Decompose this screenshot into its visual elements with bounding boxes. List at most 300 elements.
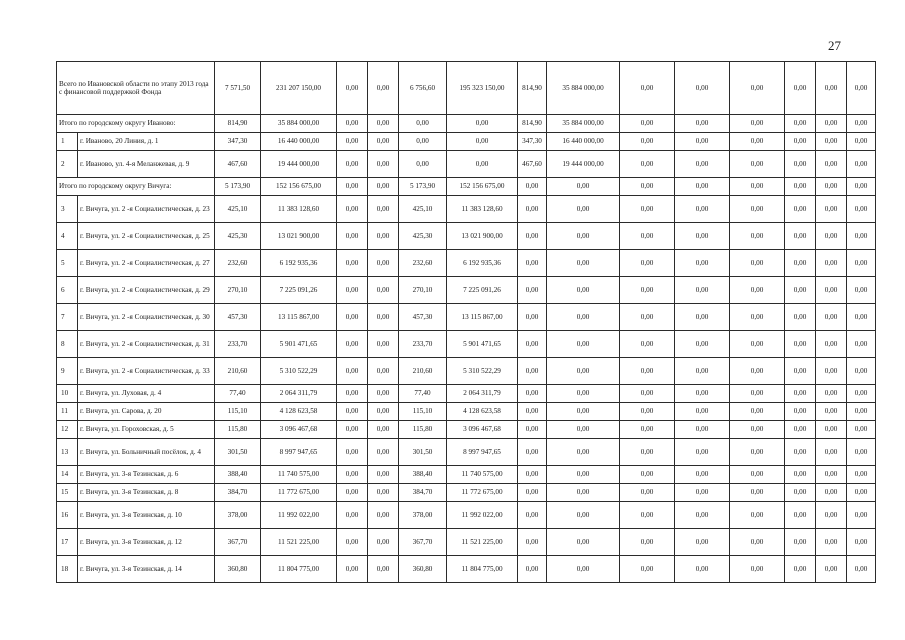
value-cell: 0,00 — [675, 196, 730, 223]
value-cell: 0,00 — [785, 133, 816, 151]
table-row — [57, 439, 876, 466]
value-cell: 0,00 — [816, 403, 847, 421]
address-cell: г. Вичуга, ул. 2 -я Социалистическая, д. 25 — [78, 223, 215, 250]
value-cell: 388,40 — [399, 466, 447, 484]
value-cell: 425,30 — [399, 223, 447, 250]
value-cell: 0,00 — [675, 403, 730, 421]
value-cell: 0,00 — [620, 484, 675, 502]
value-cell: 0,00 — [730, 466, 785, 484]
value-cell: 0,00 — [337, 484, 368, 502]
value-cell: 0,00 — [547, 484, 620, 502]
value-cell: 0,00 — [620, 115, 675, 133]
value-cell: 0,00 — [518, 331, 547, 358]
value-cell: 0,00 — [547, 358, 620, 385]
value-cell: 0,00 — [847, 556, 876, 583]
value-cell: 0,00 — [518, 178, 547, 196]
value-cell: 0,00 — [620, 403, 675, 421]
value-cell: 0,00 — [816, 277, 847, 304]
value-cell: 0,00 — [730, 502, 785, 529]
value-cell: 0,00 — [730, 331, 785, 358]
value-cell: 0,00 — [675, 421, 730, 439]
value-cell: 0,00 — [816, 223, 847, 250]
value-cell: 0,00 — [816, 250, 847, 277]
value-cell: 233,70 — [215, 331, 261, 358]
address-cell: г. Вичуга, ул. 3-я Тезинская, д. 8 — [78, 484, 215, 502]
value-cell: 0,00 — [368, 385, 399, 403]
value-cell: 0,00 — [620, 466, 675, 484]
value-cell: 0,00 — [399, 115, 447, 133]
row-number: 2 — [57, 151, 78, 178]
value-cell: 0,00 — [547, 385, 620, 403]
value-cell: 0,00 — [337, 223, 368, 250]
value-cell: 0,00 — [675, 502, 730, 529]
value-cell: 0,00 — [547, 196, 620, 223]
value-cell: 0,00 — [847, 439, 876, 466]
value-cell: 13 115 867,00 — [447, 304, 518, 331]
value-cell: 0,00 — [785, 385, 816, 403]
table-row — [57, 529, 876, 556]
table-row — [57, 358, 876, 385]
value-cell: 0,00 — [730, 277, 785, 304]
value-cell: 0,00 — [847, 502, 876, 529]
value-cell: 378,00 — [399, 502, 447, 529]
value-cell: 0,00 — [816, 484, 847, 502]
subtotal-row — [57, 178, 876, 196]
row-number: 15 — [57, 484, 78, 502]
value-cell: 0,00 — [730, 484, 785, 502]
value-cell: 0,00 — [847, 358, 876, 385]
value-cell: 11 772 675,00 — [261, 484, 337, 502]
table-row — [57, 196, 876, 223]
value-cell: 0,00 — [337, 403, 368, 421]
value-cell: 6 756,60 — [399, 62, 447, 115]
value-cell: 11 740 575,00 — [447, 466, 518, 484]
summary-label: Всего по Ивановской области по этапу 2013 года с финансовой поддержкой Фонда — [57, 62, 215, 115]
value-cell: 0,00 — [337, 529, 368, 556]
table-row — [57, 385, 876, 403]
row-number: 4 — [57, 223, 78, 250]
value-cell: 0,00 — [785, 484, 816, 502]
value-cell: 0,00 — [547, 223, 620, 250]
value-cell: 0,00 — [675, 115, 730, 133]
value-cell: 378,00 — [215, 502, 261, 529]
value-cell: 301,50 — [215, 439, 261, 466]
address-cell: г. Вичуга, ул. Луховая, д. 4 — [78, 385, 215, 403]
address-cell: г. Вичуга, ул. 3-я Тезинская, д. 14 — [78, 556, 215, 583]
value-cell: 2 064 311,79 — [447, 385, 518, 403]
value-cell: 0,00 — [847, 115, 876, 133]
value-cell: 0,00 — [368, 358, 399, 385]
value-cell: 0,00 — [368, 466, 399, 484]
value-cell: 0,00 — [675, 178, 730, 196]
value-cell: 467,60 — [215, 151, 261, 178]
value-cell: 0,00 — [620, 529, 675, 556]
address-cell: г. Иваново, 20 Линия, д. 1 — [78, 133, 215, 151]
value-cell: 0,00 — [518, 421, 547, 439]
value-cell: 0,00 — [847, 133, 876, 151]
value-cell: 0,00 — [785, 250, 816, 277]
value-cell: 0,00 — [730, 178, 785, 196]
table-row — [57, 133, 876, 151]
value-cell: 35 884 000,00 — [261, 115, 337, 133]
value-cell: 0,00 — [620, 385, 675, 403]
value-cell: 0,00 — [675, 250, 730, 277]
value-cell: 0,00 — [847, 385, 876, 403]
value-cell: 5 901 471,65 — [261, 331, 337, 358]
value-cell: 0,00 — [547, 277, 620, 304]
table-row — [57, 484, 876, 502]
value-cell: 233,70 — [399, 331, 447, 358]
value-cell: 0,00 — [847, 421, 876, 439]
value-cell: 0,00 — [447, 115, 518, 133]
address-cell: г. Вичуга, ул. 2 -я Социалистическая, д. 31 — [78, 331, 215, 358]
value-cell: 360,80 — [399, 556, 447, 583]
value-cell: 0,00 — [337, 358, 368, 385]
value-cell: 0,00 — [620, 196, 675, 223]
value-cell: 0,00 — [816, 358, 847, 385]
value-cell: 6 192 935,36 — [447, 250, 518, 277]
value-cell: 5 173,90 — [399, 178, 447, 196]
row-number: 17 — [57, 529, 78, 556]
value-cell: 0,00 — [368, 556, 399, 583]
value-cell: 0,00 — [368, 403, 399, 421]
table-row — [57, 421, 876, 439]
value-cell: 5 310 522,29 — [447, 358, 518, 385]
value-cell: 152 156 675,00 — [261, 178, 337, 196]
value-cell: 0,00 — [730, 62, 785, 115]
value-cell: 0,00 — [730, 151, 785, 178]
value-cell: 0,00 — [816, 331, 847, 358]
value-cell: 0,00 — [518, 502, 547, 529]
value-cell: 0,00 — [368, 439, 399, 466]
value-cell: 115,80 — [399, 421, 447, 439]
value-cell: 0,00 — [368, 421, 399, 439]
value-cell: 467,60 — [518, 151, 547, 178]
value-cell: 0,00 — [447, 151, 518, 178]
value-cell: 270,10 — [215, 277, 261, 304]
table-row — [57, 277, 876, 304]
value-cell: 270,10 — [399, 277, 447, 304]
value-cell: 0,00 — [518, 466, 547, 484]
value-cell: 210,60 — [215, 358, 261, 385]
value-cell: 0,00 — [816, 133, 847, 151]
address-cell: г. Иваново, ул. 4-я Меланжевая, д. 9 — [78, 151, 215, 178]
table-row — [57, 331, 876, 358]
value-cell: 0,00 — [337, 115, 368, 133]
value-cell: 0,00 — [730, 133, 785, 151]
value-cell: 0,00 — [620, 151, 675, 178]
address-cell: г. Вичуга, ул. 2 -я Социалистическая, д. 27 — [78, 250, 215, 277]
value-cell: 35 884 000,00 — [547, 115, 620, 133]
value-cell: 0,00 — [816, 529, 847, 556]
value-cell: 425,10 — [399, 196, 447, 223]
value-cell: 0,00 — [368, 529, 399, 556]
row-number: 5 — [57, 250, 78, 277]
value-cell: 0,00 — [547, 421, 620, 439]
value-cell: 7 225 091,26 — [447, 277, 518, 304]
value-cell: 0,00 — [730, 556, 785, 583]
value-cell: 384,70 — [399, 484, 447, 502]
value-cell: 0,00 — [730, 115, 785, 133]
value-cell: 0,00 — [847, 151, 876, 178]
value-cell: 0,00 — [785, 223, 816, 250]
row-number: 12 — [57, 421, 78, 439]
value-cell: 425,10 — [215, 196, 261, 223]
value-cell: 0,00 — [337, 502, 368, 529]
value-cell: 5 173,90 — [215, 178, 261, 196]
row-number: 14 — [57, 466, 78, 484]
row-number: 9 — [57, 358, 78, 385]
value-cell: 0,00 — [675, 484, 730, 502]
value-cell: 0,00 — [675, 358, 730, 385]
value-cell: 77,40 — [215, 385, 261, 403]
value-cell: 0,00 — [368, 277, 399, 304]
value-cell: 8 997 947,65 — [261, 439, 337, 466]
value-cell: 0,00 — [816, 196, 847, 223]
value-cell: 0,00 — [675, 223, 730, 250]
value-cell: 0,00 — [368, 196, 399, 223]
value-cell: 0,00 — [399, 133, 447, 151]
value-cell: 0,00 — [785, 151, 816, 178]
address-cell: г. Вичуга, ул. Больничный посёлок, д. 4 — [78, 439, 215, 466]
value-cell: 0,00 — [675, 331, 730, 358]
value-cell: 195 323 150,00 — [447, 62, 518, 115]
address-cell: г. Вичуга, ул. 2 -я Социалистическая, д. 29 — [78, 277, 215, 304]
value-cell: 0,00 — [785, 466, 816, 484]
value-cell: 0,00 — [368, 62, 399, 115]
value-cell: 5 901 471,65 — [447, 331, 518, 358]
value-cell: 347,30 — [215, 133, 261, 151]
row-number: 16 — [57, 502, 78, 529]
value-cell: 0,00 — [620, 502, 675, 529]
value-cell: 0,00 — [368, 331, 399, 358]
value-cell: 115,80 — [215, 421, 261, 439]
value-cell: 11 804 775,00 — [447, 556, 518, 583]
row-number: 8 — [57, 331, 78, 358]
value-cell: 8 997 947,65 — [447, 439, 518, 466]
value-cell: 0,00 — [675, 529, 730, 556]
value-cell: 0,00 — [620, 250, 675, 277]
value-cell: 19 444 000,00 — [547, 151, 620, 178]
value-cell: 0,00 — [620, 277, 675, 304]
table-body — [57, 62, 876, 583]
value-cell: 11 772 675,00 — [447, 484, 518, 502]
value-cell: 6 192 935,36 — [261, 250, 337, 277]
value-cell: 3 096 467,68 — [447, 421, 518, 439]
value-cell: 11 521 225,00 — [447, 529, 518, 556]
value-cell: 0,00 — [337, 277, 368, 304]
row-number: 13 — [57, 439, 78, 466]
table-row — [57, 151, 876, 178]
value-cell: 0,00 — [785, 62, 816, 115]
row-number: 3 — [57, 196, 78, 223]
value-cell: 0,00 — [675, 62, 730, 115]
value-cell: 0,00 — [785, 439, 816, 466]
value-cell: 0,00 — [675, 133, 730, 151]
value-cell: 0,00 — [816, 466, 847, 484]
value-cell: 16 440 000,00 — [547, 133, 620, 151]
value-cell: 425,30 — [215, 223, 261, 250]
value-cell: 35 884 000,00 — [547, 62, 620, 115]
value-cell: 0,00 — [368, 178, 399, 196]
value-cell: 0,00 — [547, 304, 620, 331]
value-cell: 0,00 — [785, 403, 816, 421]
address-cell: г. Вичуга, ул. 3-я Тезинская, д. 6 — [78, 466, 215, 484]
value-cell: 0,00 — [337, 385, 368, 403]
value-cell: 13 115 867,00 — [261, 304, 337, 331]
value-cell: 0,00 — [675, 304, 730, 331]
value-cell: 814,90 — [215, 115, 261, 133]
row-number: 18 — [57, 556, 78, 583]
value-cell: 2 064 311,79 — [261, 385, 337, 403]
value-cell: 301,50 — [399, 439, 447, 466]
value-cell: 0,00 — [337, 196, 368, 223]
value-cell: 0,00 — [730, 223, 785, 250]
value-cell: 0,00 — [337, 466, 368, 484]
value-cell: 0,00 — [337, 556, 368, 583]
value-cell: 0,00 — [675, 439, 730, 466]
value-cell: 0,00 — [675, 466, 730, 484]
address-cell: г. Вичуга, ул. 2 -я Социалистическая, д. 23 — [78, 196, 215, 223]
value-cell: 0,00 — [547, 502, 620, 529]
value-cell: 0,00 — [816, 178, 847, 196]
value-cell: 0,00 — [730, 250, 785, 277]
value-cell: 3 096 467,68 — [261, 421, 337, 439]
value-cell: 0,00 — [620, 358, 675, 385]
value-cell: 0,00 — [620, 556, 675, 583]
value-cell: 0,00 — [675, 556, 730, 583]
table-row — [57, 466, 876, 484]
value-cell: 0,00 — [620, 331, 675, 358]
value-cell: 0,00 — [547, 529, 620, 556]
value-cell: 4 128 623,58 — [261, 403, 337, 421]
value-cell: 0,00 — [620, 62, 675, 115]
row-number: 7 — [57, 304, 78, 331]
value-cell: 0,00 — [368, 133, 399, 151]
value-cell: 0,00 — [368, 502, 399, 529]
value-cell: 360,80 — [215, 556, 261, 583]
value-cell: 814,90 — [518, 62, 547, 115]
value-cell: 13 021 900,00 — [261, 223, 337, 250]
address-cell: г. Вичуга, ул. 2 -я Социалистическая, д. 33 — [78, 358, 215, 385]
value-cell: 0,00 — [730, 358, 785, 385]
value-cell: 0,00 — [847, 304, 876, 331]
value-cell: 0,00 — [785, 196, 816, 223]
value-cell: 16 440 000,00 — [261, 133, 337, 151]
value-cell: 0,00 — [785, 529, 816, 556]
value-cell: 457,30 — [399, 304, 447, 331]
row-number: 6 — [57, 277, 78, 304]
value-cell: 0,00 — [847, 223, 876, 250]
subtotal-label: Итого по городскому округу Иваново: — [57, 115, 215, 133]
value-cell: 0,00 — [816, 385, 847, 403]
value-cell: 77,40 — [399, 385, 447, 403]
value-cell: 0,00 — [675, 151, 730, 178]
value-cell: 0,00 — [816, 62, 847, 115]
value-cell: 0,00 — [518, 196, 547, 223]
page-number: 27 — [828, 38, 841, 53]
value-cell: 0,00 — [368, 223, 399, 250]
value-cell: 0,00 — [847, 250, 876, 277]
value-cell: 0,00 — [620, 439, 675, 466]
value-cell: 0,00 — [337, 151, 368, 178]
subtotal-label: Итого по городскому округу Вичуга: — [57, 178, 215, 196]
value-cell: 0,00 — [368, 304, 399, 331]
value-cell: 0,00 — [847, 178, 876, 196]
value-cell: 0,00 — [785, 502, 816, 529]
value-cell: 0,00 — [730, 385, 785, 403]
value-cell: 152 156 675,00 — [447, 178, 518, 196]
value-cell: 11 992 022,00 — [447, 502, 518, 529]
value-cell: 0,00 — [337, 421, 368, 439]
value-cell: 0,00 — [675, 277, 730, 304]
value-cell: 0,00 — [816, 304, 847, 331]
data-table — [56, 61, 876, 583]
value-cell: 7 571,50 — [215, 62, 261, 115]
value-cell: 0,00 — [547, 178, 620, 196]
value-cell: 0,00 — [847, 403, 876, 421]
value-cell: 5 310 522,29 — [261, 358, 337, 385]
value-cell: 0,00 — [785, 556, 816, 583]
value-cell: 0,00 — [730, 304, 785, 331]
value-cell: 0,00 — [337, 250, 368, 277]
value-cell: 0,00 — [518, 556, 547, 583]
value-cell: 0,00 — [518, 304, 547, 331]
row-number: 11 — [57, 403, 78, 421]
value-cell: 0,00 — [368, 250, 399, 277]
value-cell: 0,00 — [785, 115, 816, 133]
address-cell: г. Вичуга, ул. Сарова, д. 20 — [78, 403, 215, 421]
address-cell: г. Вичуга, ул. 3-я Тезинская, д. 10 — [78, 502, 215, 529]
value-cell: 0,00 — [518, 385, 547, 403]
value-cell: 0,00 — [816, 556, 847, 583]
value-cell: 457,30 — [215, 304, 261, 331]
value-cell: 0,00 — [675, 385, 730, 403]
value-cell: 0,00 — [518, 439, 547, 466]
value-cell: 232,60 — [215, 250, 261, 277]
value-cell: 11 383 128,60 — [261, 196, 337, 223]
address-cell: г. Вичуга, ул. Гороховская, д. 5 — [78, 421, 215, 439]
value-cell: 0,00 — [518, 403, 547, 421]
value-cell: 0,00 — [368, 484, 399, 502]
value-cell: 0,00 — [816, 115, 847, 133]
value-cell: 347,30 — [518, 133, 547, 151]
table-row — [57, 556, 876, 583]
summary-row — [57, 62, 876, 115]
value-cell: 11 521 225,00 — [261, 529, 337, 556]
value-cell: 0,00 — [337, 331, 368, 358]
value-cell: 115,10 — [399, 403, 447, 421]
value-cell: 0,00 — [337, 304, 368, 331]
value-cell: 0,00 — [547, 439, 620, 466]
value-cell: 0,00 — [518, 277, 547, 304]
value-cell: 0,00 — [816, 439, 847, 466]
value-cell: 0,00 — [730, 529, 785, 556]
value-cell: 814,90 — [518, 115, 547, 133]
table-row — [57, 403, 876, 421]
value-cell: 0,00 — [785, 358, 816, 385]
value-cell: 0,00 — [447, 133, 518, 151]
value-cell: 0,00 — [547, 556, 620, 583]
value-cell: 0,00 — [337, 178, 368, 196]
value-cell: 0,00 — [620, 223, 675, 250]
value-cell: 0,00 — [337, 62, 368, 115]
value-cell: 0,00 — [847, 529, 876, 556]
value-cell: 0,00 — [816, 421, 847, 439]
value-cell: 0,00 — [399, 151, 447, 178]
value-cell: 0,00 — [785, 277, 816, 304]
value-cell: 0,00 — [847, 466, 876, 484]
